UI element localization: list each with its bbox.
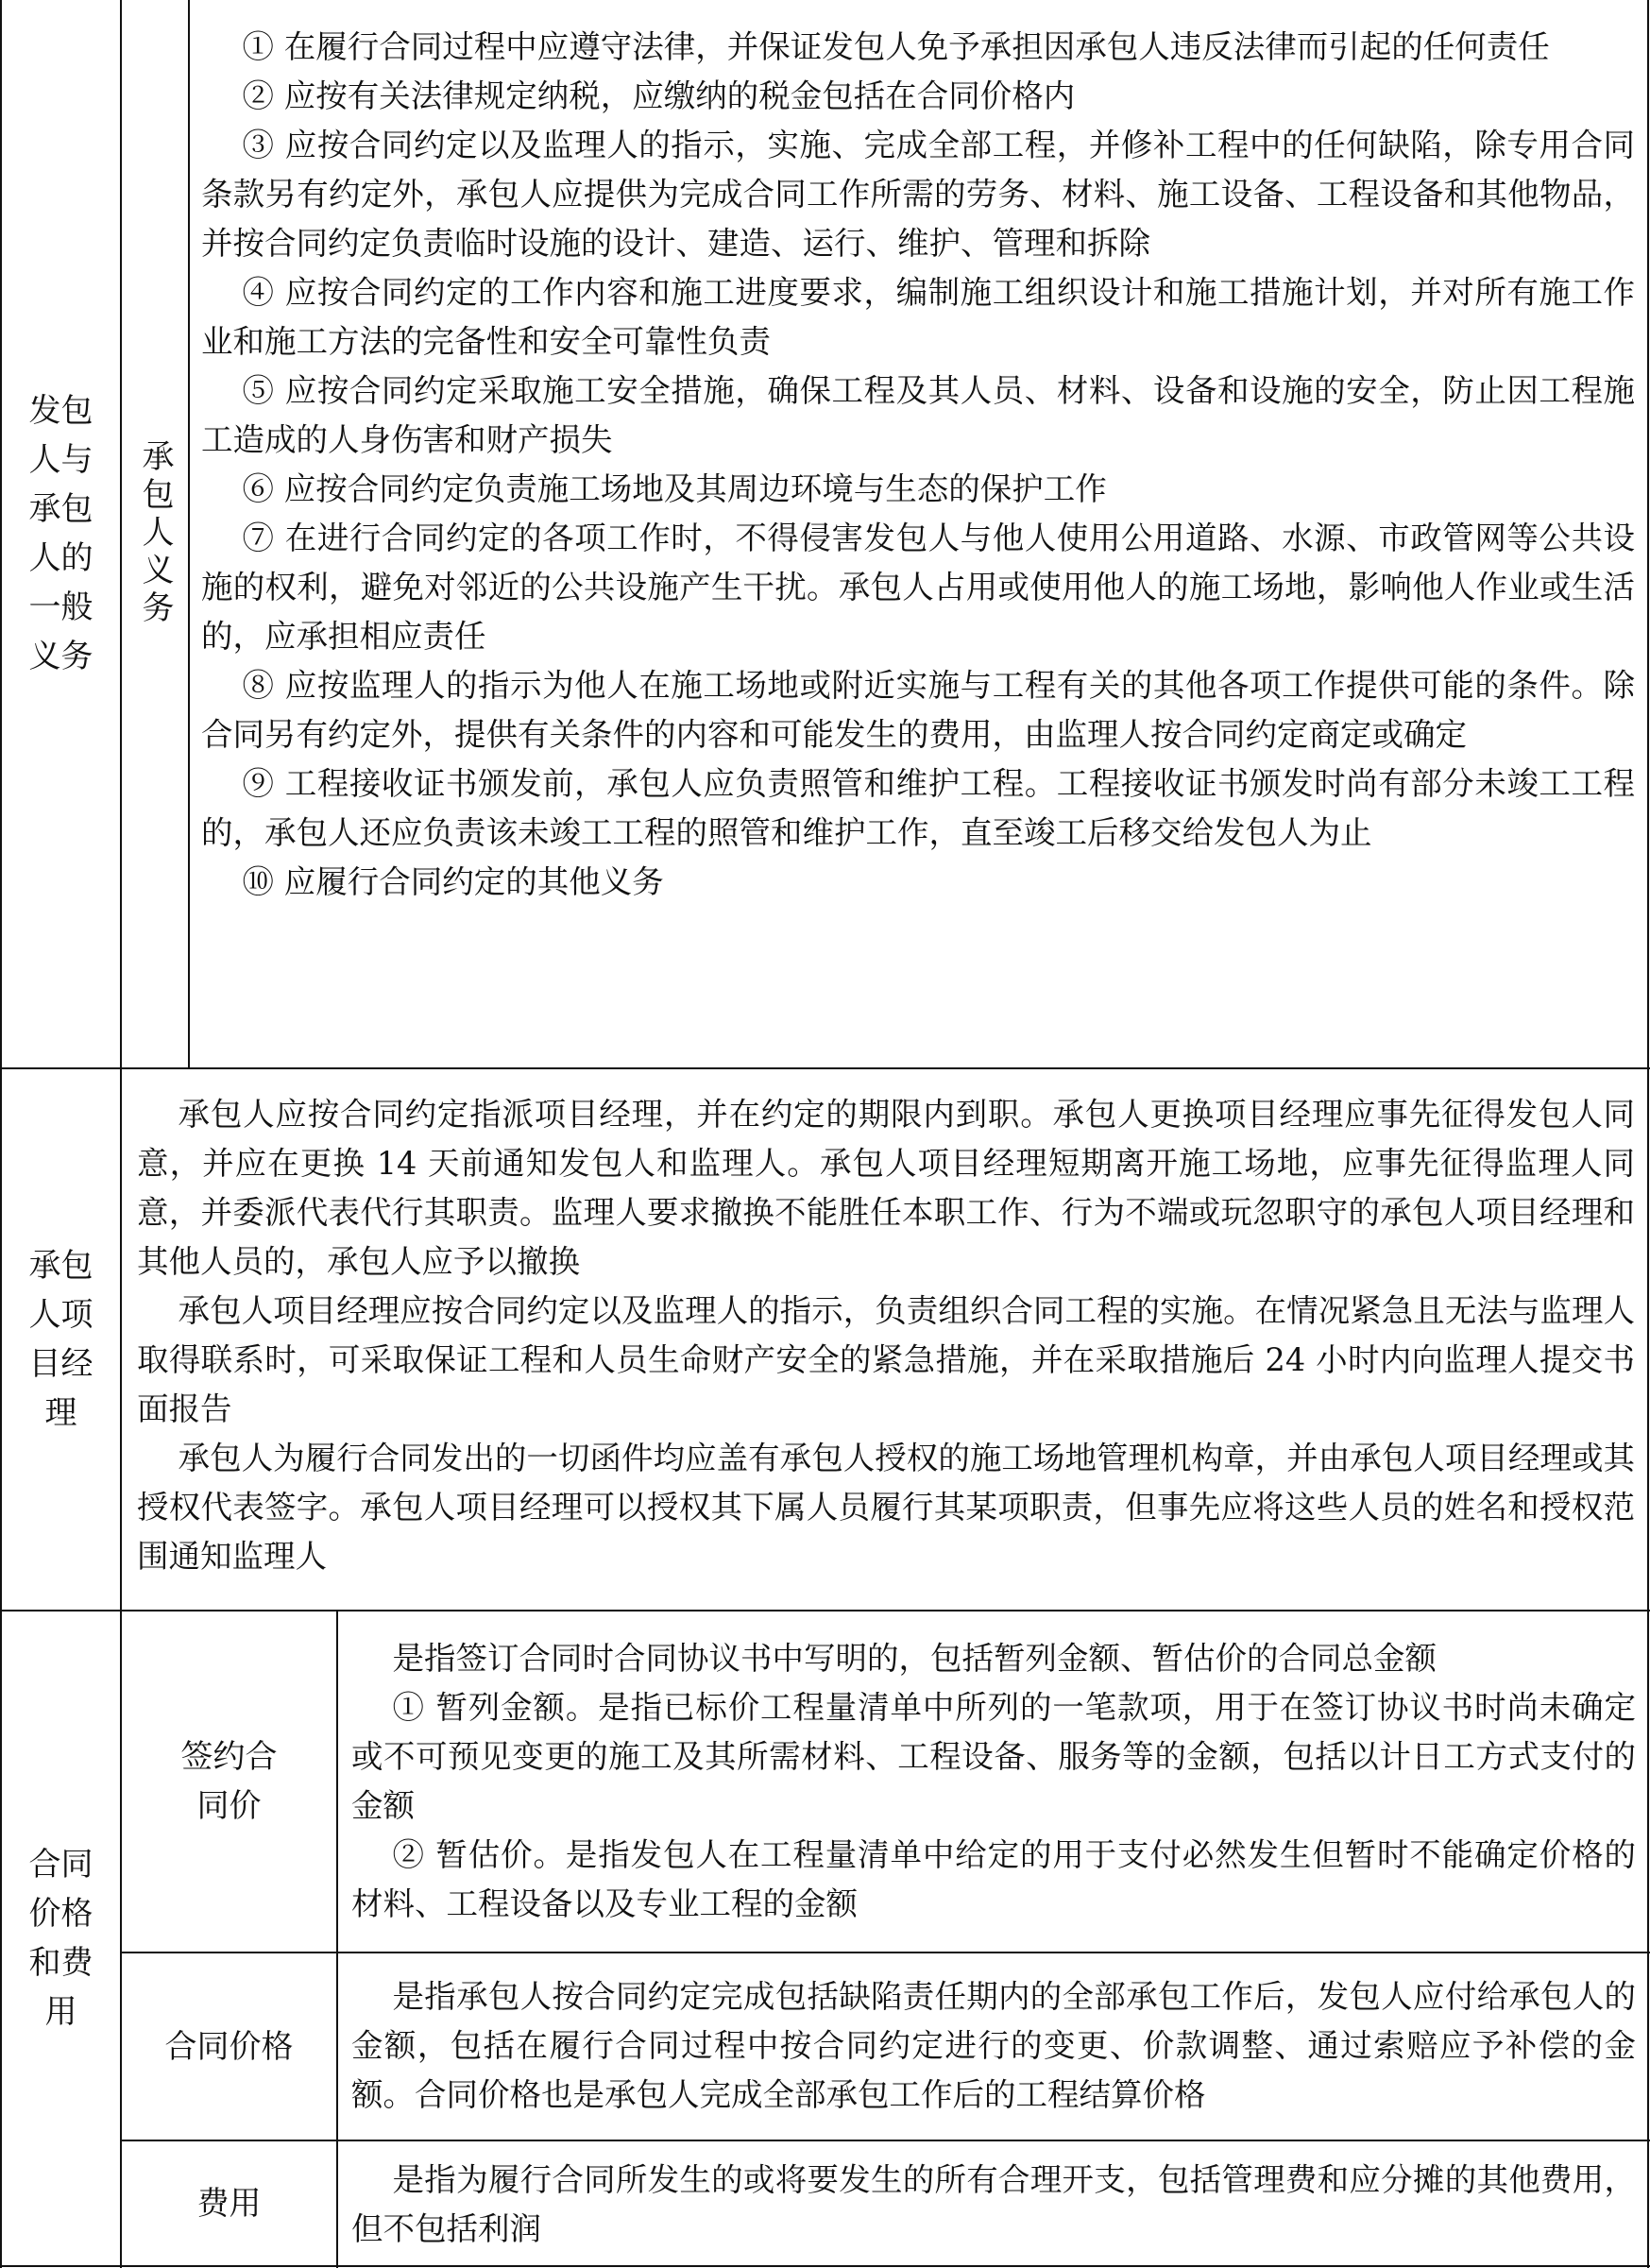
row-divider-1: [0, 1067, 1650, 1069]
cost-text: [351, 2156, 1636, 2259]
contract-price-text: [351, 1972, 1636, 2133]
row-divider-3b: [120, 2140, 1650, 2141]
paragraph: 承包人为履行合同发出的一切函件均应盖有承包人授权的施工场地管理机构章，并由承包人项目经理或其授权代表签字。承包人项目经理可以授权其下属人员履行其某项职责，但事先应将这些人员的姓名和授权范围通知监理人: [137, 1440, 1635, 1575]
obligation-item: ① 在履行合同过程中应遵守法律，并保证发包人免予承担因承包人违反法律而引起的任何责任: [242, 28, 1550, 65]
obligation-item: ② 应按有关法律规定纳税，应缴纳的税金包括在合同价格内: [242, 77, 1076, 114]
obligation-item: ③ 应按合同约定以及监理人的指示，实施、完成全部工程，并修补工程中的任何缺陷，除专用合同条款另有约定外，承包人应提供为完成合同工作所需的劳务、材料、施工设备、工程设备和其他物品，并按合同约定负责临时设施的设计、建造、运行、维护、管理和拆除: [201, 127, 1635, 262]
sub-label-cost: 费用: [196, 2184, 262, 2223]
row-divider-3a: [120, 1952, 1650, 1953]
obligation-item: ⑥ 应按合同约定负责施工场地及其周边环境与生态的保护工作: [242, 470, 1107, 507]
sub-label-contractor-obligations: 承包人义务: [136, 439, 174, 628]
paragraph: 是指承包人按合同约定完成包括缺陷责任期内的全部承包工作后，发包人应付给承包人的金额，包括在履行合同过程中按合同约定进行的变更、价款调整、通过索赔应予补偿的金额。合同价格也是承包人完成全部承包工作后的工程结算价格: [351, 1978, 1636, 2113]
obligation-item: ⑧ 应按监理人的指示为他人在施工场地或附近实施与工程有关的其他各项工作提供可能的条件。除合同另有约定外，提供有关条件的内容和可能发生的费用，由监理人按合同约定商定或确定: [201, 667, 1635, 753]
obligation-item: ⑩ 应履行合同约定的其他义务: [242, 863, 664, 900]
obligation-item: ⑦ 在进行合同约定的各项工作时，不得侵害发包人与他人使用公用道路、水源、市政管网等公共设施的权利，避免对邻近的公共设施产生干扰。承包人占用或使用他人的施工场地，影响他人作业或生活的，应承担相应责任: [201, 520, 1635, 655]
paragraph: 是指为履行合同所发生的或将要发生的所有合理开支，包括管理费和应分摊的其他费用，但不包括利润: [351, 2161, 1636, 2247]
paragraph: 承包人应按合同约定指派项目经理，并在约定的期限内到职。承包人更换项目经理应事先征得发包人同意，并应在更换 14 天前通知发包人和监理人。承包人项目经理短期离开施工场地，应事先征得监理人同意，并委派代表代行其职责。监理人要求撤换不能胜任本职工作、行为不端或玩忽职守的承包人项目经理和其他人员的，承包人应予以撤换: [137, 1096, 1635, 1280]
obligation-item: ⑤ 应按合同约定采取施工安全措施，确保工程及其人员、材料、设备和设施的安全，防止因工程施工造成的人身伤害和财产损失: [201, 372, 1635, 458]
section-label-project-manager: 承包 人项 目经 理: [28, 1247, 94, 1432]
col-divider-sub3: [336, 1610, 338, 2268]
obligation-item: ④ 应按合同约定的工作内容和施工进度要求，编制施工组织设计和施工措施计划，并对所有施工作业和施工方法的完备性和安全可靠性负责: [201, 274, 1635, 360]
paragraph: ① 暂列金额。是指已标价工程量清单中所列的一笔款项，用于在签订协议书时尚未确定或不可预见变更的施工及其所需材料、工程设备、服务等的金额，包括以计日工方式支付的金额: [351, 1689, 1636, 1824]
col-divider-sub1: [188, 0, 190, 1068]
paragraph: ② 暂估价。是指发包人在工程量清单中给定的用于支付必然发生但暂时不能确定价格的材料、工程设备以及专业工程的金额: [351, 1836, 1636, 1922]
paragraph: 承包人项目经理应按合同约定以及监理人的指示，负责组织合同工程的实施。在情况紧急且无法与监理人取得联系时，可采取保证工程和人员生命财产安全的紧急措施，并在采取措施后 24 小时内向监理人提交书面报告: [137, 1292, 1635, 1427]
section-label-general-obligations: 发包 人与 承包 人的 一般 义务: [28, 392, 94, 675]
table-border-bottom: [0, 2265, 1650, 2267]
sub-label-contract-price: 合同价格: [164, 2027, 294, 2066]
paragraph: 是指签订合同时合同协议书中写明的，包括暂列金额、暂估价的合同总金额: [392, 1640, 1437, 1677]
table-border-right: [1647, 0, 1649, 2268]
obligation-item: ⑨ 工程接收证书颁发前，承包人应负责照管和维护工程。工程接收证书颁发时尚有部分未竣工工程的，承包人还应负责该未竣工工程的照管和维护工作，直至竣工后移交给发包人为止: [201, 765, 1635, 851]
sub-label-signed-contract-price: 签约合 同价: [180, 1738, 278, 1825]
signed-contract-price-text: [351, 1634, 1636, 1946]
obligations-list: [201, 23, 1635, 1062]
project-manager-text: [137, 1090, 1635, 1600]
section-label-price-and-cost: 合同 价格 和费 用: [28, 1846, 94, 2031]
